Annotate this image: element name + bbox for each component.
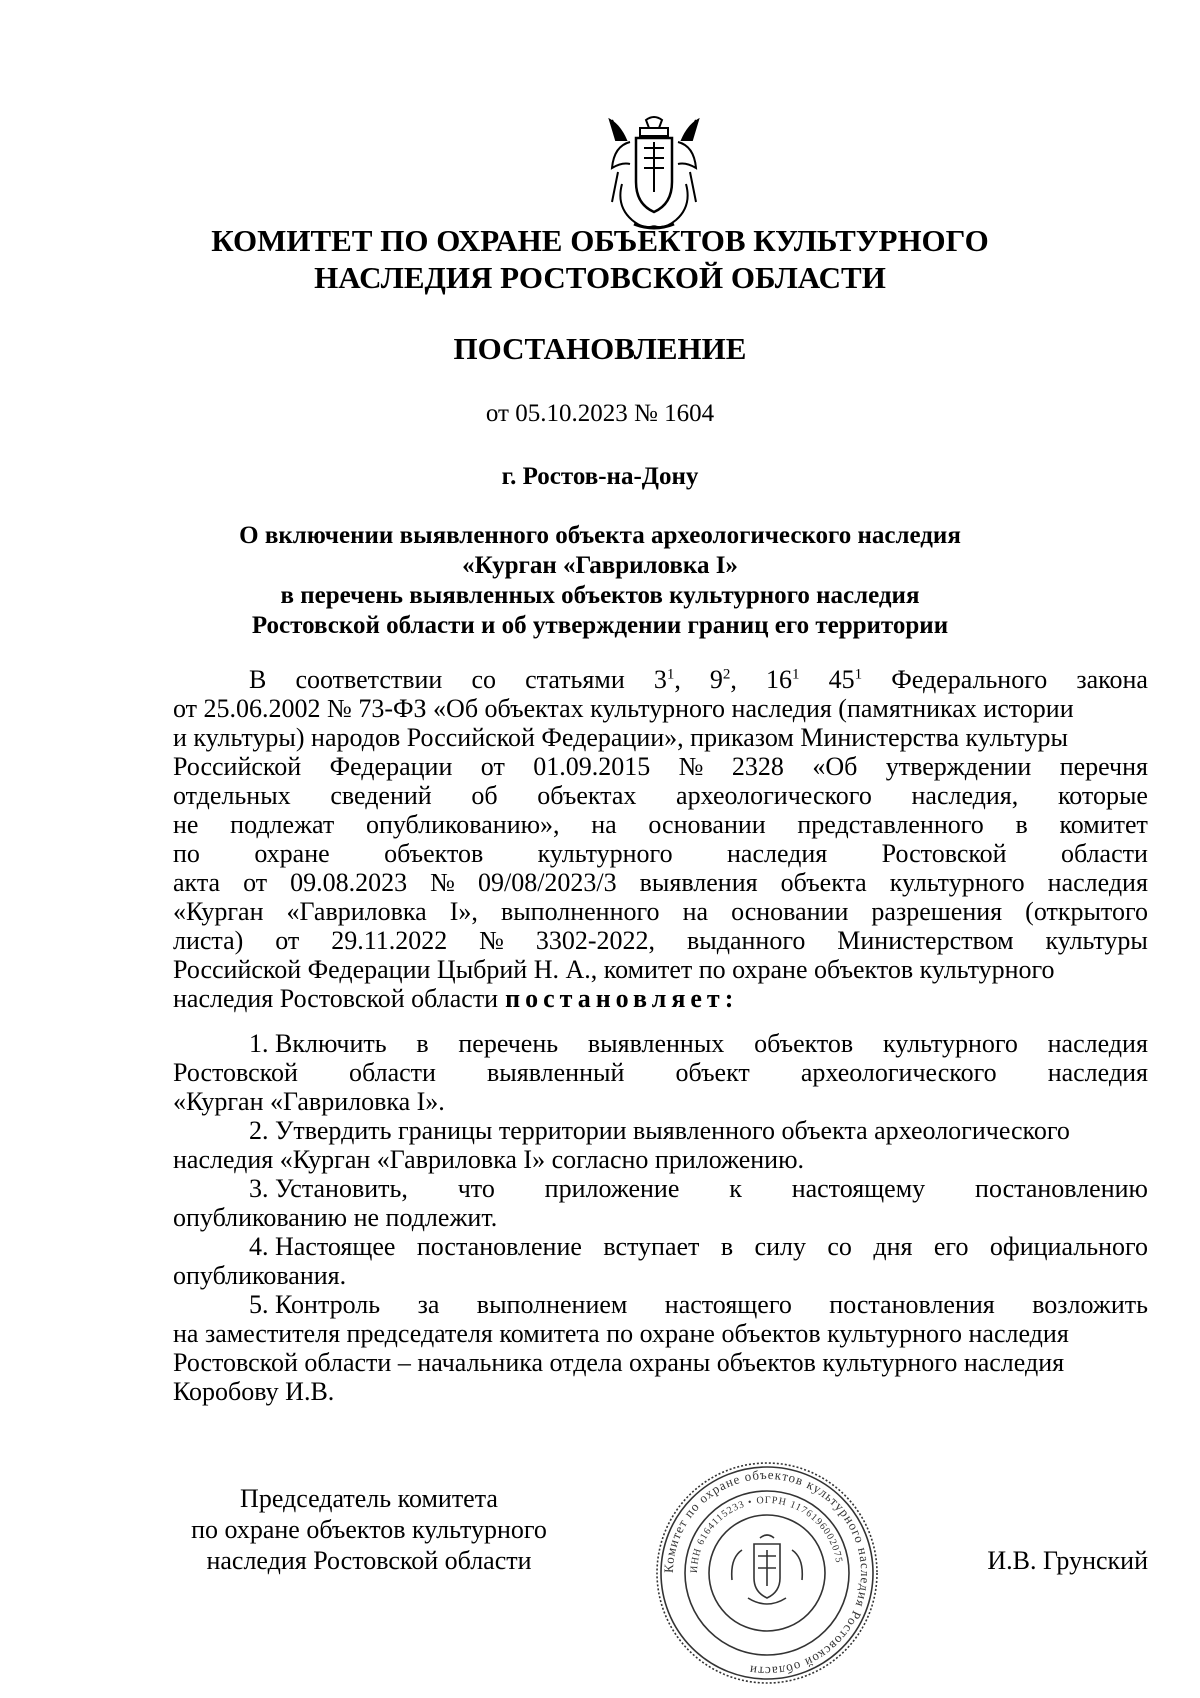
signatory-title	[173, 1483, 565, 1576]
coat-of-arms-icon	[600, 112, 708, 234]
stamp-outer-text: Комитет по охране объектов культурного наследия Ростовской области	[660, 1466, 874, 1680]
article-ref-3-1: $3^1$,	[653, 665, 681, 694]
preamble-line-1: В соответствии со статьями $3^1$, $9^2$, $16^1$ $45^1$ Федерального закона	[249, 665, 1148, 694]
preamble-line-11: Российской Федерации Цыбрий Н. А., комитет по охране объектов культурного	[173, 955, 1055, 984]
signatory-title-line-1: Председатель комитета	[240, 1484, 498, 1513]
subject-line-4: Ростовской области и об утверждении границ его территории	[251, 612, 949, 639]
document-type: ПОСТАНОВЛЕНИЕ	[453, 331, 747, 366]
item-1-line-2: Ростовской области выявленный объект археологического наследия	[173, 1058, 1148, 1087]
item-3-line-2: опубликованию не подлежит.	[173, 1203, 498, 1232]
subject-line-1: О включении выявленного объекта археологического наследия	[239, 522, 961, 549]
signatory-title-line-3: наследия Ростовской области	[206, 1546, 532, 1575]
resolution-verb: постановляет:	[505, 984, 739, 1013]
item-2-line-2: наследия «Курган «Гавриловка I» согласно приложению.	[173, 1145, 804, 1174]
official-seal-icon	[652, 1458, 882, 1688]
document-subject	[170, 521, 1030, 641]
organization-name	[120, 222, 1080, 296]
signatory-name: И.В. Грунский	[987, 1546, 1148, 1575]
article-ref-45-1: $45^1$	[828, 665, 863, 694]
signatory-title-line-2: по охране объектов культурного	[191, 1515, 547, 1544]
preamble-line-4: Российской Федерации от 01.09.2015 № 2328 «Об утверждении перечня	[173, 752, 1148, 781]
item-5-line-4: Коробову И.В.	[173, 1377, 335, 1406]
item-5-line-2: на заместителя председателя комитета по охране объектов культурного наследия	[173, 1319, 1069, 1348]
organization-name-line-1: КОМИТЕТ ПО ОХРАНЕ ОБЪЕКТОВ КУЛЬТУРНОГО	[211, 223, 989, 258]
preamble-line-10: листа) от 29.11.2022 № 3302-2022, выданного Министерством культуры	[173, 926, 1148, 955]
article-ref-16-1: $16^1$	[766, 665, 800, 694]
subject-line-3: в перечень выявленных объектов культурного наследия	[280, 582, 920, 609]
preamble-line-6: не подлежат опубликованию», на основании представленного в комитет	[173, 810, 1148, 839]
item-5-line-1: 5. Контроль за выполнением настоящего постановления возложить	[249, 1290, 1148, 1319]
document-city: г. Ростов-на-Дону	[501, 463, 699, 490]
subject-line-2: «Курган «Гавриловка I»	[462, 552, 738, 579]
article-ref-9-2: $9^2$,	[709, 665, 737, 694]
item-3-line-1: 3. Установить, что приложение к настоящему постановлению	[249, 1174, 1148, 1203]
preamble-line-3: и культуры) народов Российской Федерации», приказом Министерства культуры	[173, 723, 1068, 752]
organization-name-line-2: НАСЛЕДИЯ РОСТОВСКОЙ ОБЛАСТИ	[314, 260, 886, 295]
preamble-line-7: по охране объектов культурного наследия Ростовской области	[173, 839, 1148, 868]
preamble-line-12: наследия Ростовской области постановляет:	[173, 984, 739, 1013]
item-1-line-1: 1. Включить в перечень выявленных объектов культурного наследия	[249, 1029, 1148, 1058]
stamp-inner-text: ИНН 6164115233 • ОГРН 1176196002075	[688, 1494, 845, 1574]
item-4-line-1: 4. Настоящее постановление вступает в силу со дня его официального	[249, 1232, 1148, 1261]
preamble-line-5: отдельных сведений об объектах археологического наследия, которые	[173, 781, 1148, 810]
document-body	[173, 665, 1148, 1406]
document-date-number: от 05.10.2023 № 1604	[485, 400, 715, 427]
item-2-line-1: 2. Утвердить границы территории выявленного объекта археологического	[249, 1116, 1070, 1145]
preamble-line-8: акта от 09.08.2023 № 09/08/2023/3 выявления объекта культурного наследия	[173, 868, 1148, 897]
item-4-line-2: опубликования.	[173, 1261, 347, 1290]
item-1-line-3: «Курган «Гавриловка I».	[173, 1087, 445, 1116]
preamble-line-2: от 25.06.2002 № 73-ФЗ «Об объектах культурного наследия (памятниках истории	[173, 694, 1074, 723]
item-5-line-3: Ростовской области – начальника отдела охраны объектов культурного наследия	[173, 1348, 1065, 1377]
preamble-line-9: «Курган «Гавриловка I», выполненного на основании разрешения (открытого	[173, 897, 1148, 926]
